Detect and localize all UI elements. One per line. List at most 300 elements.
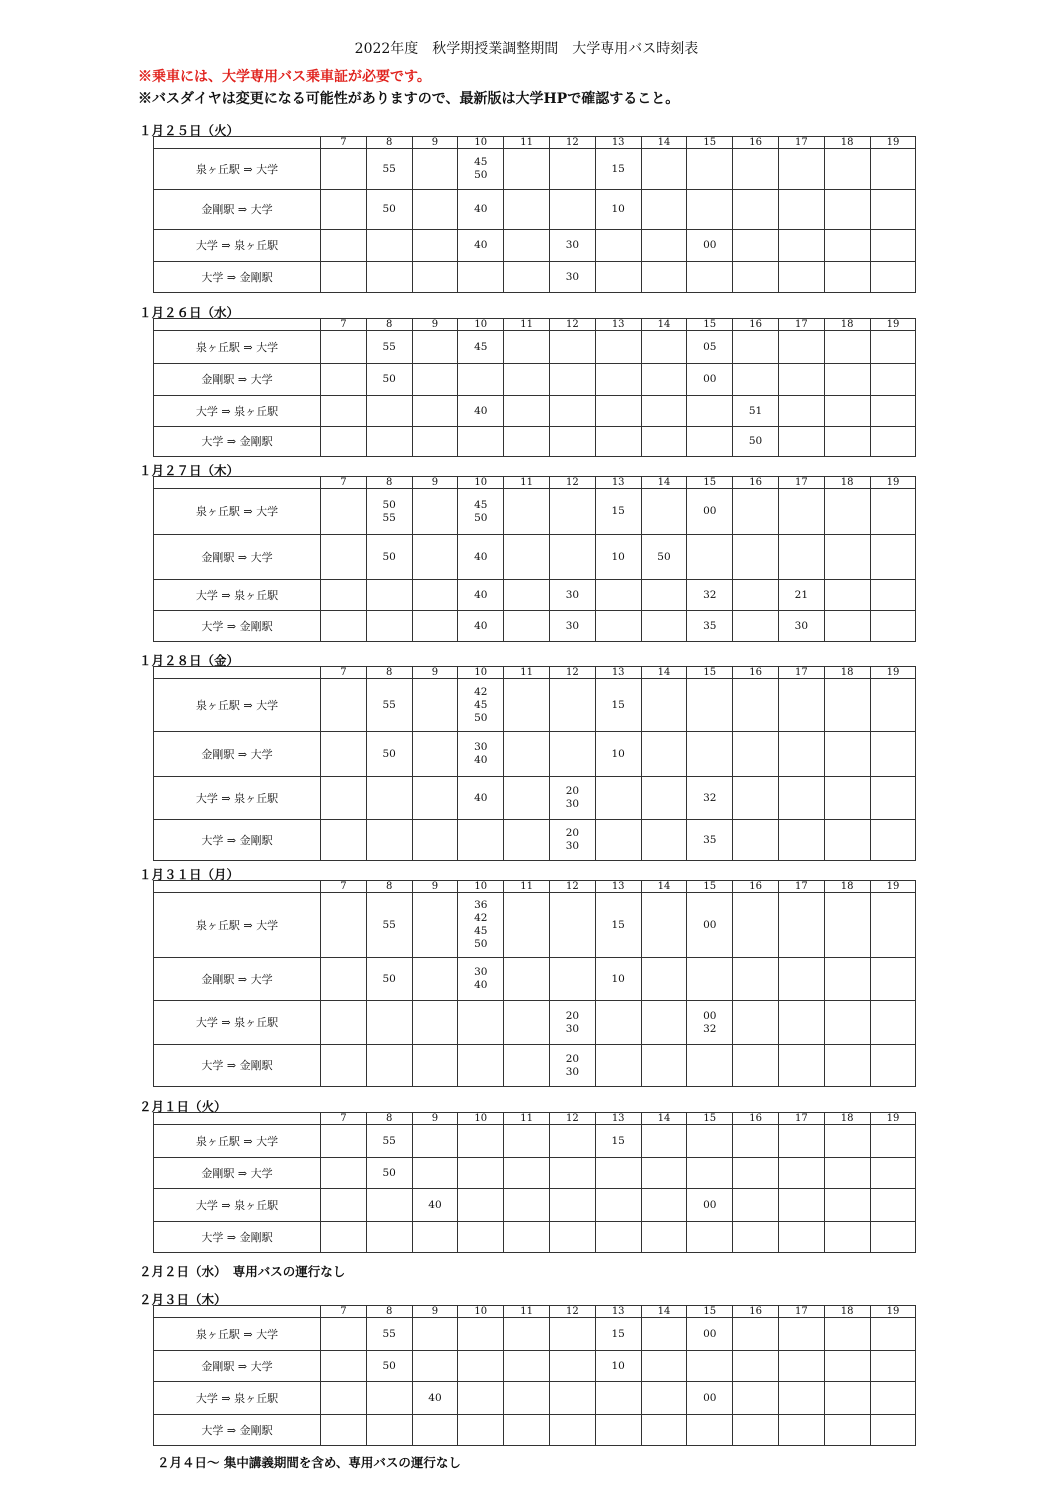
route-name-cell: 金剛駅 ⇒ 大学 <box>154 190 321 230</box>
hour-header-cell: 17 <box>778 137 824 149</box>
departure-minutes-cell <box>870 1045 916 1087</box>
departure-minutes-cell <box>412 732 458 777</box>
hour-header-cell: 9 <box>412 319 458 331</box>
hour-header-cell: 12 <box>549 1113 595 1125</box>
departure-minutes-cell <box>412 489 458 535</box>
route-name-cell: 大学 ⇒ 金剛駅 <box>154 262 321 293</box>
departure-minutes-cell <box>321 331 367 364</box>
departure-minutes-cell <box>733 1382 779 1415</box>
departure-minutes-cell <box>549 732 595 777</box>
timetable <box>153 666 916 861</box>
hour-header-cell: 15 <box>687 881 733 893</box>
table-row <box>154 331 916 364</box>
section-date-label: ２月１日（火） <box>139 1099 227 1114</box>
hour-header-cell: 10 <box>458 667 504 679</box>
departure-minutes-cell: 50 <box>366 364 412 396</box>
departure-minutes-cell <box>549 679 595 732</box>
table-row <box>154 1382 916 1415</box>
hour-header-cell: 19 <box>870 319 916 331</box>
departure-minutes-cell: 30 40 <box>458 732 504 777</box>
departure-minutes-cell <box>778 230 824 262</box>
departure-minutes-cell <box>321 732 367 777</box>
hour-header-cell: 16 <box>733 1306 779 1318</box>
departure-minutes-cell <box>504 427 550 457</box>
departure-minutes-cell <box>321 820 367 861</box>
departure-minutes-cell <box>595 1158 641 1189</box>
departure-minutes-cell <box>321 611 367 642</box>
departure-minutes-cell <box>824 190 870 230</box>
departure-minutes-cell <box>504 1158 550 1189</box>
header-blank-cell <box>154 881 321 893</box>
departure-minutes-cell: 00 <box>687 1318 733 1351</box>
departure-minutes-cell <box>595 427 641 457</box>
departure-minutes-cell <box>366 1045 412 1087</box>
section-date-label: １月２６日（水） <box>139 305 240 320</box>
hour-header-cell: 19 <box>870 137 916 149</box>
hour-header-cell: 18 <box>824 1306 870 1318</box>
route-name-cell: 大学 ⇒ 泉ヶ丘駅 <box>154 1001 321 1045</box>
hour-header-row <box>154 881 916 893</box>
hour-header-row <box>154 477 916 489</box>
departure-minutes-cell <box>321 149 367 190</box>
hour-header-cell: 16 <box>733 667 779 679</box>
departure-minutes-cell <box>366 427 412 457</box>
departure-minutes-cell: 50 <box>366 190 412 230</box>
table-row <box>154 1001 916 1045</box>
section-date-label: ２月３日（木） <box>139 1292 227 1307</box>
departure-minutes-cell <box>778 331 824 364</box>
departure-minutes-cell <box>595 1189 641 1222</box>
hour-header-cell: 12 <box>549 881 595 893</box>
departure-minutes-cell <box>412 1318 458 1351</box>
departure-minutes-cell <box>412 427 458 457</box>
departure-minutes-cell: 55 <box>366 1125 412 1158</box>
departure-minutes-cell <box>641 262 687 293</box>
table-row <box>154 230 916 262</box>
departure-minutes-cell: 20 30 <box>549 1045 595 1087</box>
departure-minutes-cell <box>778 262 824 293</box>
hour-header-cell: 19 <box>870 667 916 679</box>
departure-minutes-cell <box>504 149 550 190</box>
departure-minutes-cell <box>412 777 458 820</box>
route-name-cell: 大学 ⇒ 泉ヶ丘駅 <box>154 230 321 262</box>
departure-minutes-cell <box>733 1318 779 1351</box>
departure-minutes-cell <box>549 364 595 396</box>
hour-header-row <box>154 667 916 679</box>
departure-minutes-cell <box>458 1382 504 1415</box>
departure-minutes-cell <box>687 679 733 732</box>
route-name-cell: 金剛駅 ⇒ 大学 <box>154 732 321 777</box>
departure-minutes-cell <box>504 1351 550 1382</box>
route-name-cell: 大学 ⇒ 泉ヶ丘駅 <box>154 580 321 611</box>
hour-header-cell: 11 <box>504 319 550 331</box>
departure-minutes-cell <box>733 364 779 396</box>
hour-header-cell: 15 <box>687 667 733 679</box>
departure-minutes-cell <box>824 1001 870 1045</box>
departure-minutes-cell <box>504 1125 550 1158</box>
departure-minutes-cell: 50 55 <box>366 489 412 535</box>
table-row <box>154 777 916 820</box>
departure-minutes-cell <box>641 230 687 262</box>
departure-minutes-cell <box>733 489 779 535</box>
departure-minutes-cell <box>504 1045 550 1087</box>
departure-minutes-cell <box>870 1318 916 1351</box>
departure-minutes-cell <box>595 1382 641 1415</box>
departure-minutes-cell <box>504 1001 550 1045</box>
departure-minutes-cell <box>595 611 641 642</box>
departure-minutes-cell: 42 45 50 <box>458 679 504 732</box>
hour-header-cell: 19 <box>870 477 916 489</box>
departure-minutes-cell <box>870 364 916 396</box>
table-row <box>154 1045 916 1087</box>
route-name-cell: 大学 ⇒ 金剛駅 <box>154 1415 321 1446</box>
hour-header-cell: 16 <box>733 137 779 149</box>
hour-header-cell: 7 <box>321 1113 367 1125</box>
departure-minutes-cell: 10 <box>595 190 641 230</box>
hour-header-cell: 11 <box>504 137 550 149</box>
departure-minutes-cell <box>504 580 550 611</box>
route-name-cell: 金剛駅 ⇒ 大学 <box>154 364 321 396</box>
departure-minutes-cell <box>641 1045 687 1087</box>
departure-minutes-cell <box>687 396 733 427</box>
departure-minutes-cell <box>595 331 641 364</box>
departure-minutes-cell <box>778 1351 824 1382</box>
departure-minutes-cell <box>778 364 824 396</box>
departure-minutes-cell <box>412 331 458 364</box>
departure-minutes-cell <box>366 230 412 262</box>
hour-header-cell: 18 <box>824 881 870 893</box>
departure-minutes-cell <box>641 580 687 611</box>
route-name-cell: 金剛駅 ⇒ 大学 <box>154 1351 321 1382</box>
table-row <box>154 1318 916 1351</box>
departure-minutes-cell <box>687 1222 733 1253</box>
departure-minutes-cell <box>641 1189 687 1222</box>
departure-minutes-cell: 15 <box>595 1125 641 1158</box>
header-blank-cell <box>154 477 321 489</box>
departure-minutes-cell <box>412 1415 458 1446</box>
departure-minutes-cell <box>641 396 687 427</box>
departure-minutes-cell <box>870 1382 916 1415</box>
departure-minutes-cell: 00 <box>687 893 733 958</box>
departure-minutes-cell: 30 <box>778 611 824 642</box>
departure-minutes-cell <box>549 1351 595 1382</box>
hour-header-cell: 7 <box>321 1306 367 1318</box>
departure-minutes-cell <box>870 1158 916 1189</box>
departure-minutes-cell: 05 <box>687 331 733 364</box>
departure-minutes-cell <box>641 820 687 861</box>
departure-minutes-cell <box>458 262 504 293</box>
hour-header-cell: 18 <box>824 137 870 149</box>
departure-minutes-cell <box>321 535 367 580</box>
hour-header-cell: 8 <box>366 477 412 489</box>
departure-minutes-cell: 15 <box>595 679 641 732</box>
hour-header-cell: 18 <box>824 319 870 331</box>
departure-minutes-cell <box>778 1045 824 1087</box>
departure-minutes-cell <box>824 364 870 396</box>
table-row <box>154 820 916 861</box>
departure-minutes-cell <box>595 1415 641 1446</box>
hour-header-cell: 17 <box>778 1306 824 1318</box>
departure-minutes-cell <box>824 535 870 580</box>
departure-minutes-cell <box>778 732 824 777</box>
hour-header-cell: 10 <box>458 319 504 331</box>
departure-minutes-cell <box>778 396 824 427</box>
hour-header-cell: 11 <box>504 667 550 679</box>
table-row <box>154 262 916 293</box>
departure-minutes-cell: 30 <box>549 230 595 262</box>
departure-minutes-cell: 00 <box>687 489 733 535</box>
departure-minutes-cell <box>321 1158 367 1189</box>
departure-minutes-cell: 51 <box>733 396 779 427</box>
table-row <box>154 958 916 1001</box>
departure-minutes-cell <box>412 580 458 611</box>
departure-minutes-cell: 50 <box>366 732 412 777</box>
departure-minutes-cell <box>321 1189 367 1222</box>
departure-minutes-cell <box>687 427 733 457</box>
route-name-cell: 泉ヶ丘駅 ⇒ 大学 <box>154 489 321 535</box>
departure-minutes-cell <box>778 958 824 1001</box>
hour-header-row <box>154 319 916 331</box>
departure-minutes-cell <box>641 611 687 642</box>
departure-minutes-cell <box>412 396 458 427</box>
departure-minutes-cell <box>733 777 779 820</box>
departure-minutes-cell <box>549 893 595 958</box>
departure-minutes-cell <box>778 489 824 535</box>
hour-header-cell: 18 <box>824 667 870 679</box>
departure-minutes-cell <box>870 1415 916 1446</box>
departure-minutes-cell <box>321 777 367 820</box>
route-name-cell: 大学 ⇒ 泉ヶ丘駅 <box>154 1189 321 1222</box>
departure-minutes-cell: 50 <box>733 427 779 457</box>
departure-minutes-cell <box>870 149 916 190</box>
departure-minutes-cell <box>778 820 824 861</box>
hour-header-cell: 17 <box>778 667 824 679</box>
header-blank-cell <box>154 137 321 149</box>
departure-minutes-cell <box>870 489 916 535</box>
departure-minutes-cell: 55 <box>366 331 412 364</box>
departure-minutes-cell <box>321 396 367 427</box>
hour-header-cell: 9 <box>412 1113 458 1125</box>
departure-minutes-cell <box>504 230 550 262</box>
departure-minutes-cell <box>824 396 870 427</box>
departure-minutes-cell: 00 32 <box>687 1001 733 1045</box>
departure-minutes-cell <box>687 732 733 777</box>
hour-header-cell: 12 <box>549 667 595 679</box>
departure-minutes-cell <box>641 149 687 190</box>
departure-minutes-cell <box>458 1158 504 1189</box>
hour-header-row <box>154 1113 916 1125</box>
departure-minutes-cell <box>778 1415 824 1446</box>
departure-minutes-cell <box>504 1382 550 1415</box>
departure-minutes-cell <box>321 1045 367 1087</box>
route-name-cell: 泉ヶ丘駅 ⇒ 大学 <box>154 1125 321 1158</box>
departure-minutes-cell <box>641 679 687 732</box>
departure-minutes-cell <box>870 1001 916 1045</box>
departure-minutes-cell <box>824 732 870 777</box>
departure-minutes-cell <box>824 679 870 732</box>
hour-header-cell: 14 <box>641 667 687 679</box>
departure-minutes-cell <box>321 1001 367 1045</box>
hour-header-cell: 15 <box>687 1306 733 1318</box>
table-row <box>154 427 916 457</box>
departure-minutes-cell <box>366 1222 412 1253</box>
route-name-cell: 泉ヶ丘駅 ⇒ 大学 <box>154 1318 321 1351</box>
departure-minutes-cell <box>458 1045 504 1087</box>
departure-minutes-cell <box>778 149 824 190</box>
departure-minutes-cell <box>733 732 779 777</box>
hour-header-cell: 11 <box>504 1306 550 1318</box>
departure-minutes-cell <box>549 396 595 427</box>
header-blank-cell <box>154 667 321 679</box>
hour-header-cell: 7 <box>321 477 367 489</box>
departure-minutes-cell <box>549 149 595 190</box>
departure-minutes-cell <box>870 580 916 611</box>
departure-minutes-cell <box>504 820 550 861</box>
page-title: 2022年度 秋学期授業調整期間 大学専用バス時刻表 <box>354 41 699 57</box>
departure-minutes-cell <box>458 1125 504 1158</box>
departure-minutes-cell: 50 <box>366 1351 412 1382</box>
hour-header-cell: 16 <box>733 477 779 489</box>
departure-minutes-cell <box>595 230 641 262</box>
departure-minutes-cell <box>412 893 458 958</box>
departure-minutes-cell <box>733 1222 779 1253</box>
table-row <box>154 1415 916 1446</box>
table-row <box>154 1125 916 1158</box>
departure-minutes-cell <box>504 190 550 230</box>
departure-minutes-cell <box>549 1382 595 1415</box>
schedule-change-notice: ※バスダイヤは変更になる可能性がありますので、最新版は大学HPで確認すること。 <box>138 91 680 107</box>
departure-minutes-cell <box>824 777 870 820</box>
departure-minutes-cell: 40 <box>458 190 504 230</box>
departure-minutes-cell: 50 <box>366 535 412 580</box>
departure-minutes-cell <box>733 1125 779 1158</box>
departure-minutes-cell <box>870 820 916 861</box>
section-date-label: １月３１日（月） <box>139 867 240 882</box>
departure-minutes-cell <box>733 1158 779 1189</box>
departure-minutes-cell <box>824 1318 870 1351</box>
route-name-cell: 泉ヶ丘駅 ⇒ 大学 <box>154 893 321 958</box>
table-row <box>154 535 916 580</box>
departure-minutes-cell: 40 <box>458 611 504 642</box>
departure-minutes-cell: 40 <box>458 535 504 580</box>
departure-minutes-cell <box>549 1125 595 1158</box>
departure-minutes-cell <box>504 489 550 535</box>
table-row <box>154 580 916 611</box>
hour-header-cell: 10 <box>458 477 504 489</box>
departure-minutes-cell <box>504 331 550 364</box>
departure-minutes-cell <box>870 262 916 293</box>
departure-minutes-cell <box>595 1001 641 1045</box>
departure-minutes-cell <box>687 1158 733 1189</box>
route-name-cell: 金剛駅 ⇒ 大学 <box>154 1158 321 1189</box>
hour-header-cell: 10 <box>458 1113 504 1125</box>
hour-header-cell: 14 <box>641 137 687 149</box>
table-row <box>154 396 916 427</box>
departure-minutes-cell <box>824 331 870 364</box>
hour-header-cell: 11 <box>504 1113 550 1125</box>
departure-minutes-cell <box>870 732 916 777</box>
departure-minutes-cell: 40 <box>458 396 504 427</box>
departure-minutes-cell <box>321 190 367 230</box>
departure-minutes-cell <box>870 1222 916 1253</box>
departure-minutes-cell <box>321 489 367 535</box>
departure-minutes-cell <box>595 777 641 820</box>
departure-minutes-cell <box>321 679 367 732</box>
departure-minutes-cell <box>458 1351 504 1382</box>
departure-minutes-cell: 35 <box>687 611 733 642</box>
section-date-label: １月２７日（木） <box>139 463 240 478</box>
departure-minutes-cell <box>778 1125 824 1158</box>
departure-minutes-cell <box>321 262 367 293</box>
departure-minutes-cell <box>687 190 733 230</box>
departure-minutes-cell <box>733 1045 779 1087</box>
route-name-cell: 金剛駅 ⇒ 大学 <box>154 535 321 580</box>
departure-minutes-cell: 15 <box>595 1318 641 1351</box>
timetable <box>153 136 916 293</box>
departure-minutes-cell <box>321 1318 367 1351</box>
route-name-cell: 大学 ⇒ 金剛駅 <box>154 1045 321 1087</box>
departure-minutes-cell <box>595 1222 641 1253</box>
hour-header-cell: 11 <box>504 881 550 893</box>
hour-header-cell: 17 <box>778 1113 824 1125</box>
departure-minutes-cell <box>641 1158 687 1189</box>
route-name-cell: 泉ヶ丘駅 ⇒ 大学 <box>154 679 321 732</box>
departure-minutes-cell <box>412 230 458 262</box>
departure-minutes-cell <box>733 1415 779 1446</box>
departure-minutes-cell <box>778 1382 824 1415</box>
departure-minutes-cell <box>504 732 550 777</box>
departure-minutes-cell <box>824 1222 870 1253</box>
departure-minutes-cell: 15 <box>595 149 641 190</box>
departure-minutes-cell: 10 <box>595 732 641 777</box>
hour-header-cell: 18 <box>824 477 870 489</box>
departure-minutes-cell <box>733 1001 779 1045</box>
departure-minutes-cell <box>458 1318 504 1351</box>
hour-header-cell: 14 <box>641 477 687 489</box>
departure-minutes-cell <box>549 489 595 535</box>
route-name-cell: 泉ヶ丘駅 ⇒ 大学 <box>154 331 321 364</box>
departure-minutes-cell <box>504 1189 550 1222</box>
departure-minutes-cell <box>549 331 595 364</box>
timetable <box>153 1112 916 1253</box>
table-row <box>154 1222 916 1253</box>
departure-minutes-cell <box>458 1001 504 1045</box>
departure-minutes-cell <box>321 230 367 262</box>
departure-minutes-cell: 45 50 <box>458 489 504 535</box>
departure-minutes-cell <box>824 1045 870 1087</box>
departure-minutes-cell <box>641 427 687 457</box>
departure-minutes-cell <box>687 958 733 1001</box>
departure-minutes-cell <box>778 679 824 732</box>
hour-header-cell: 8 <box>366 667 412 679</box>
hour-header-cell: 8 <box>366 137 412 149</box>
departure-minutes-cell <box>870 893 916 958</box>
route-name-cell: 大学 ⇒ 泉ヶ丘駅 <box>154 1382 321 1415</box>
departure-minutes-cell <box>824 230 870 262</box>
departure-minutes-cell <box>366 580 412 611</box>
departure-minutes-cell <box>733 331 779 364</box>
table-row <box>154 611 916 642</box>
departure-minutes-cell <box>641 1415 687 1446</box>
hour-header-cell: 14 <box>641 881 687 893</box>
departure-minutes-cell: 20 30 <box>549 1001 595 1045</box>
departure-minutes-cell <box>458 364 504 396</box>
departure-minutes-cell <box>321 1222 367 1253</box>
departure-minutes-cell <box>778 190 824 230</box>
departure-minutes-cell <box>504 364 550 396</box>
hour-header-cell: 8 <box>366 1306 412 1318</box>
departure-minutes-cell <box>733 1351 779 1382</box>
